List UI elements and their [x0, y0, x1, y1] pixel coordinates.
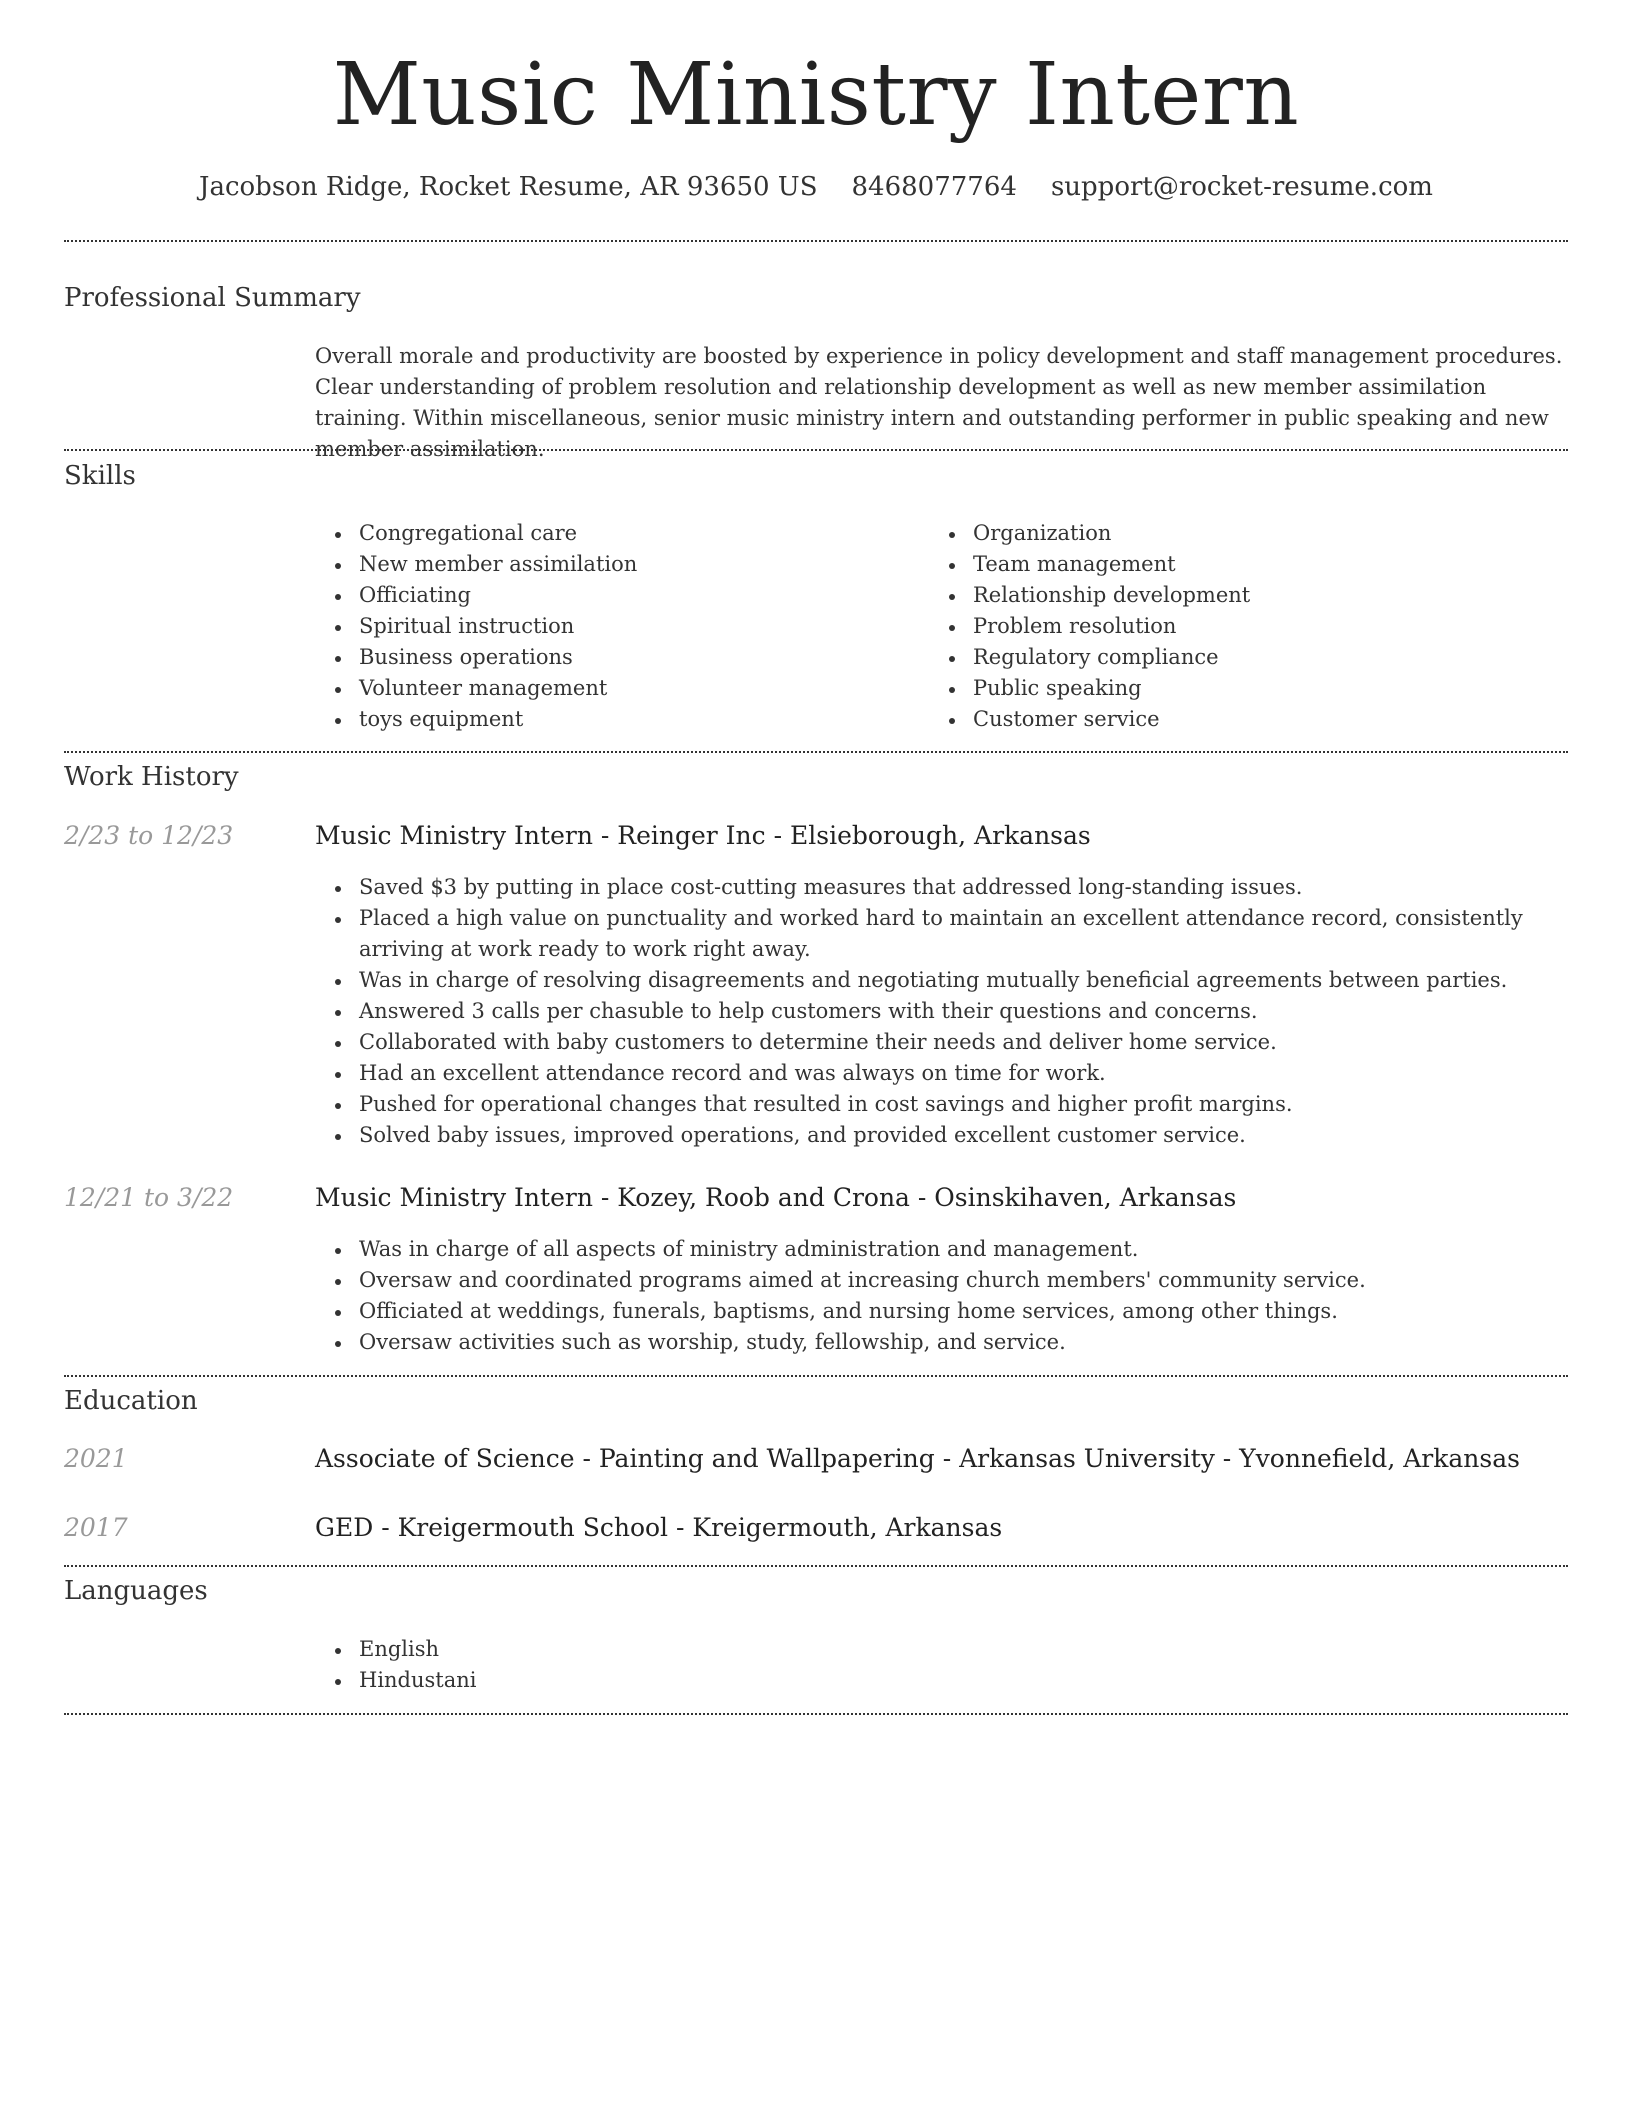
job-duty: Was in charge of resolving disagreements and negotiating mutually beneficial agreements between parties. — [315, 965, 1567, 996]
skill-item: Problem resolution — [929, 611, 1529, 642]
skill-item: New member assimilation — [315, 549, 915, 580]
contact-line — [0, 172, 1632, 202]
job-duties — [315, 872, 1567, 1151]
section-divider — [64, 449, 1568, 451]
skill-item: Customer service — [929, 704, 1529, 735]
skill-item: Regulatory compliance — [929, 642, 1529, 673]
skill-item: Business operations — [315, 642, 915, 673]
skill-item: Volunteer management — [315, 673, 915, 704]
job-heading: Music Ministry Intern - Kozey, Roob and Crona - Osinskihaven, Arkansas — [315, 1183, 1237, 1212]
education-heading: Education — [64, 1386, 198, 1416]
language-item: Hindustani — [315, 1665, 915, 1696]
job-duty: Was in charge of all aspects of ministry administration and management. — [315, 1234, 1567, 1265]
job-duty: Placed a high value on punctuality and worked hard to maintain an excellent attendance record, consistently arriving at work ready to work right away. — [315, 903, 1567, 965]
job-duty: Officiated at weddings, funerals, baptisms, and nursing home services, among other things. — [315, 1296, 1567, 1327]
skills-heading: Skills — [64, 461, 136, 491]
section-divider — [64, 240, 1568, 242]
language-item: English — [315, 1634, 915, 1665]
contact-email: support@rocket-resume.com — [1050, 172, 1433, 202]
job-duty: Solved baby issues, improved operations, and provided excellent customer service. — [315, 1120, 1567, 1151]
job-duty: Had an excellent attendance record and was always on time for work. — [315, 1058, 1567, 1089]
summary-text: Overall morale and productivity are boosted by experience in policy development and staff management procedures. Clear understanding of problem resolution and relationship development as well as new member assimilation training. Within miscellaneous, senior music ministry intern and outstanding performer in public speaking and new member assimilation. — [315, 344, 1563, 461]
languages-heading: Languages — [64, 1576, 208, 1606]
skill-item: Officiating — [315, 580, 915, 611]
job-duty: Oversaw activities such as worship, study, fellowship, and service. — [315, 1327, 1567, 1358]
job-duty: Saved $3 by putting in place cost-cutting measures that addressed long-standing issues. — [315, 872, 1567, 903]
candidate-name: Music Ministry Intern — [332, 45, 1300, 145]
resume-header — [0, 0, 1632, 202]
skill-item: Organization — [929, 518, 1529, 549]
job-dates: 12/21 to 3/22 — [64, 1183, 234, 1212]
section-divider — [64, 1565, 1568, 1567]
job-duties — [315, 1234, 1567, 1358]
contact-address: Jacobson Ridge, Rocket Resume, AR 93650 US — [199, 172, 818, 202]
skill-item: Spiritual instruction — [315, 611, 915, 642]
skill-item: Congregational care — [315, 518, 915, 549]
section-divider — [64, 751, 1568, 753]
contact-phone: 8468077764 — [851, 172, 1017, 202]
skill-item: Public speaking — [929, 673, 1529, 704]
skill-item: Relationship development — [929, 580, 1529, 611]
skill-item: toys equipment — [315, 704, 915, 735]
section-divider — [64, 1375, 1568, 1377]
job-heading: Music Ministry Intern - Reinger Inc - Elsieborough, Arkansas — [315, 821, 1091, 850]
section-divider — [64, 1713, 1568, 1715]
languages-list — [315, 1634, 915, 1696]
job-duty: Pushed for operational changes that resulted in cost savings and higher profit margins. — [315, 1089, 1567, 1120]
skill-item: Team management — [929, 549, 1529, 580]
skills-list-right — [929, 518, 1529, 735]
summary-heading: Professional Summary — [64, 283, 361, 313]
education-year: 2021 — [64, 1444, 128, 1473]
education-year: 2017 — [64, 1513, 128, 1542]
job-duty: Collaborated with baby customers to determine their needs and deliver home service. — [315, 1027, 1567, 1058]
education-entry: GED - Kreigermouth School - Kreigermouth, Arkansas — [315, 1513, 1003, 1542]
education-entry: Associate of Science - Painting and Wallpapering - Arkansas University - Yvonnefield, Arkansas — [315, 1444, 1520, 1473]
job-duty: Oversaw and coordinated programs aimed at increasing church members' community service. — [315, 1265, 1567, 1296]
work-heading: Work History — [64, 762, 239, 792]
job-duty: Answered 3 calls per chasuble to help customers with their questions and concerns. — [315, 996, 1567, 1027]
job-dates: 2/23 to 12/23 — [64, 821, 234, 850]
skills-list-left — [315, 518, 915, 735]
